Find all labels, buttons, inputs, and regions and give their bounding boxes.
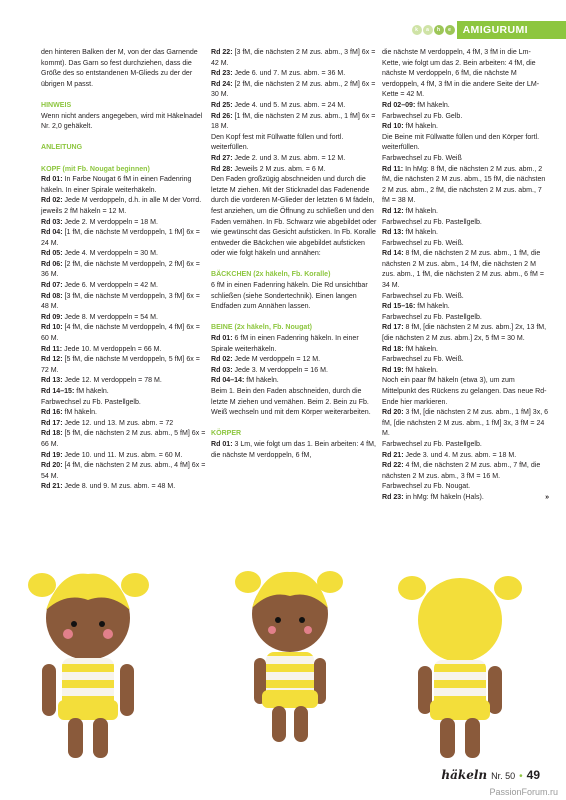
- instruction-row: [41, 218, 208, 229]
- instruction-row: [41, 451, 208, 462]
- row-text: [1 fM, die nächste M verdoppeln, 1 fM] 6x = 24 M.: [41, 229, 200, 247]
- cheeks-title: BÄCKCHEN (2x häkeln, Fb. Koralle): [211, 271, 331, 279]
- instruction-row: [382, 112, 549, 123]
- header-dot: e: [445, 25, 455, 35]
- row-label: Rd 12:: [382, 207, 404, 215]
- doll-photos: [0, 560, 566, 770]
- row-label: Rd 14–15:: [41, 388, 75, 395]
- instruction-row: [41, 281, 208, 292]
- row-text: Jede 2. M verdoppeln = 18 M.: [62, 218, 158, 226]
- row-label: Rd 09:: [41, 313, 63, 321]
- instruction-row: [211, 154, 378, 165]
- row-label: Rd 11:: [41, 345, 63, 353]
- row-text: Jede 12. und 13. M zus. abm. = 72: [62, 419, 174, 427]
- instruction-row: [382, 376, 549, 408]
- row-label: Rd 18:: [41, 430, 63, 438]
- row-text: fM häkeln.: [62, 409, 98, 417]
- row-text: fM häkeln.: [403, 345, 439, 353]
- instruction-row: [211, 48, 378, 69]
- instruction-row: [211, 366, 378, 377]
- row-text: [3 fM, die nächste M verdoppeln, 3 fM] 6x = 48 M.: [41, 292, 200, 311]
- instruction-row: [41, 408, 208, 419]
- row-label: Rd 05:: [41, 250, 63, 258]
- instruction-row: [41, 228, 208, 249]
- row-text: Jede 10. und 11. M zus. abm. = 60 M.: [62, 451, 183, 459]
- instruction-row: [382, 461, 549, 482]
- instruction-row: [41, 175, 208, 196]
- row-label: Rd 26:: [211, 112, 233, 120]
- header-dot: h: [434, 25, 444, 35]
- header-dot: a: [423, 25, 433, 35]
- row-text: In hMg: 8 fM, die nächsten 2 M zus. abm., 2 fM, die nächsten 2 M zus. abm., 15 fM, die nächsten 2 M zus. abm., 2 fM, die nächsten 2 M zus. abm., 7 fM = 38 M.: [382, 165, 546, 205]
- instruction-row: [41, 398, 208, 409]
- continue-arrow: »: [545, 493, 549, 501]
- body-title: KÖRPER: [211, 430, 242, 438]
- finish-text: Den Faden großzügig abschneiden und durch die letzte M ziehen. Mit der Sticknadel das Fadenende durch die vorderen M-Glieder der letzten 6 M fädeln, fest anziehen, um die Öffnung zu schließen und den Faden vernähen. In Fb. Schwarz wie abgebildet oder wie gewünscht das Gesicht aufsticken. In Fb. Koralle entweder die Bäckchen wie abgebildet aufsticken oder wie folgt häkeln und annähen:: [211, 176, 377, 258]
- instruction-row: [382, 228, 549, 239]
- row-text: [3 fM, die nächsten 2 M zus. abm., 3 fM] 6x = 42 M.: [211, 49, 376, 67]
- row-text: fM häkeln.: [74, 388, 109, 395]
- row-text: Jede 3. und 4. M zus. abm. = 18 M.: [403, 451, 517, 459]
- column-3: [382, 48, 549, 504]
- body-rows: [382, 48, 549, 504]
- instruction-row: [41, 429, 208, 450]
- row-text: 3 Lm, wie folgt um das 1. Bein arbeiten: 4 fM, die nächste M verdoppeln, 6 fM,: [211, 440, 376, 459]
- instruction-row: [382, 207, 549, 218]
- column-2: [211, 48, 378, 461]
- row-label: Rd 21:: [382, 451, 404, 459]
- row-label: Rd 03:: [211, 366, 233, 374]
- row-label: Rd 14:: [382, 250, 404, 258]
- row-label: Rd 02:: [211, 356, 233, 364]
- row-text: fM häkeln.: [403, 207, 439, 215]
- row-label: Rd 24:: [211, 80, 233, 88]
- instruction-row: [41, 376, 208, 387]
- instruction-row: [382, 48, 549, 101]
- header-dots: [412, 25, 455, 35]
- instruction-row: [382, 154, 549, 165]
- row-text: Jede M verdoppeln, d.h. in alle M der Vorrd. jeweils 2 fM häkeln = 12 M.: [41, 197, 202, 215]
- row-text: fM häkeln.: [244, 377, 279, 385]
- instruction-row: [41, 345, 208, 356]
- instruction-row: [211, 80, 378, 101]
- row-text: Farbwechsel zu Fb. Weiß.: [382, 292, 464, 300]
- row-text: Farbwechsel zu Fb. Pastellgelb.: [382, 313, 482, 321]
- row-label: Rd 22:: [382, 462, 404, 470]
- legs-rows: [211, 334, 378, 387]
- instruction-row: [382, 101, 549, 112]
- row-text: Farbwechsel zu Fb. Pastellgelb.: [382, 440, 482, 448]
- row-text: Jede 4. M verdoppeln = 30 M.: [62, 250, 158, 258]
- row-text: 8 fM, [die nächsten 2 M zus. abm.] 2x, 13 fM, [die nächsten 2 M zus. abm.] 2x, 5 fM = 30 M.: [382, 324, 547, 343]
- row-text: Farbwechsel zu Fb. Weiß.: [382, 239, 464, 247]
- row-text: Jede 4. und 5. M zus. abm. = 24 M.: [232, 101, 346, 109]
- watermark: PassionForum.ru: [489, 787, 558, 797]
- instruction-row: [382, 482, 549, 493]
- row-label: Rd 20:: [382, 409, 404, 417]
- row-label: Rd 20:: [41, 462, 63, 470]
- row-text: Noch ein paar fM häkeln (etwa 3), um zum Mittelpunkt des Rückens zu gelangen. Das neue Rd-Ende hier markieren.: [382, 377, 547, 406]
- row-label: Rd 28:: [211, 165, 233, 173]
- row-text: fM häkeln.: [415, 303, 450, 311]
- instruction-row: [41, 292, 208, 313]
- instruction-row: [41, 196, 208, 217]
- row-label: Rd 03:: [41, 218, 63, 226]
- section-header: [412, 21, 566, 39]
- row-label: Rd 01:: [211, 440, 233, 448]
- row-label: Rd 08:: [41, 292, 63, 300]
- row-text: 6 fM in einen Fadenring häkeln. In einer Spirale weiterhäkeln.: [211, 335, 359, 353]
- row-label: Rd 02:: [41, 197, 63, 205]
- row-text: Jede 8. und 9. M zus. abm. = 48 M.: [62, 483, 176, 491]
- row-label: Rd 10:: [41, 324, 63, 332]
- instruction-row: [211, 376, 378, 387]
- instruction-row: [41, 482, 208, 493]
- legs-title: BEINE (2x häkeln, Fb. Nougat): [211, 324, 313, 332]
- head-title: KOPF (mit Fb. Nougat beginnen): [41, 165, 150, 173]
- row-text: [5 fM, die nächsten 2 M zus. abm., 5 fM] 6x = 66 M.: [41, 430, 206, 448]
- row-label: Rd 22:: [211, 49, 233, 56]
- instruction-row: [41, 461, 208, 482]
- row-label: Rd 06:: [41, 260, 63, 268]
- row-label: Rd 12:: [41, 356, 63, 364]
- row-text: [4 fM, die nächste M verdoppeln, 4 fM] 6x = 60 M.: [41, 324, 200, 343]
- row-text: Jede 3. M verdoppeln = 16 M.: [232, 366, 328, 374]
- instruction-row: [211, 101, 378, 112]
- row-text: Farbwechsel zu Fb. Nougat.: [382, 483, 471, 491]
- row-text: Farbwechsel zu Fb. Weiß.: [382, 356, 464, 364]
- legs-text: Beim 1. Bein den Faden abschneiden, durch die letzte M ziehen und vernähen. Beim 2. Bein zu Fb. Weiß wechseln und mit dem Körper weiterarbeiten.: [211, 388, 371, 417]
- instruction-row: [41, 260, 208, 281]
- instruction-row: [41, 355, 208, 376]
- magazine-logo: häkeln: [441, 768, 488, 782]
- row-label: Rd 01:: [211, 335, 233, 343]
- row-text: Jede 6. M verdoppeln = 42 M.: [62, 282, 158, 290]
- row-label: Rd 11:: [382, 165, 404, 173]
- row-text: [2 fM, die nächste M verdoppeln, 2 fM] 6x = 36 M.: [41, 260, 200, 279]
- row-text: Jede M verdoppeln = 12 M.: [232, 356, 321, 364]
- doll-front-photo: [28, 573, 149, 758]
- footer-bullet: •: [519, 771, 523, 782]
- instruction-row: [382, 313, 549, 324]
- row-label: Rd 15–16:: [382, 303, 416, 311]
- row-label: Rd 25:: [211, 101, 233, 109]
- row-label: Rd 23:: [382, 493, 404, 501]
- row-text: in hMg: fM häkeln (Hals).: [403, 493, 484, 501]
- instruction-row: [382, 133, 549, 154]
- page-number: 49: [526, 768, 540, 782]
- row-text: Jede 12. M verdoppeln = 78 M.: [62, 377, 162, 385]
- row-label: Rd 17:: [41, 419, 63, 427]
- instruction-row: [382, 408, 549, 440]
- head-rows-continued: [211, 48, 378, 175]
- instruction-row: [382, 345, 549, 356]
- row-text: Jede 10. M verdoppeln = 66 M.: [62, 345, 162, 353]
- instructions-title: ANLEITUNG: [41, 144, 83, 152]
- row-label: Rd 02–09:: [382, 101, 416, 109]
- instruction-row: [382, 239, 549, 250]
- cheeks-text: 6 fM in einen Fadenring häkeln. Die Rd unsichtbar schließen (siehe Sondertechnik). Einen langen Endfaden zum Annähen lassen.: [211, 282, 368, 311]
- row-text: fM häkeln.: [415, 101, 450, 109]
- row-text: Farbwechsel zu Fb. Pastellgelb.: [41, 398, 141, 406]
- intro-text: den hinteren Balken der M, von der das Garnende kommt). Das Garn so fest durchziehen, dass die Größe des so entstandenen M-Glieds zu der der übrigen M passt.: [41, 49, 198, 88]
- row-label: Rd 01:: [41, 176, 63, 184]
- instruction-row: [382, 440, 549, 451]
- row-label: Rd 07:: [41, 282, 63, 290]
- row-text: [1 fM, die nächsten 2 M zus. abm., 1 fM] 6x = 18 M.: [211, 112, 376, 131]
- instruction-row: [211, 112, 378, 133]
- instruction-row: [382, 218, 549, 229]
- hint-title: HINWEIS: [41, 101, 72, 109]
- header-dot: k: [412, 25, 422, 35]
- instruction-row: [211, 334, 378, 355]
- row-text: Die Beine mit Füllwatte füllen und den Körper fortl. weiterfüllen.: [382, 133, 540, 152]
- row-text: Farbwechsel zu Fb. Gelb.: [382, 112, 463, 120]
- row-text: Farbwechsel zu Fb. Pastellgelb.: [382, 218, 482, 226]
- instruction-row: [382, 302, 549, 313]
- row-label: Rd 04–14:: [211, 377, 245, 385]
- row-label: Rd 18:: [382, 345, 404, 353]
- instruction-row: [41, 313, 208, 324]
- body-row: [211, 440, 378, 461]
- row-text: Jeweils 2 M zus. abm. = 6 M.: [232, 165, 326, 173]
- row-label: Rd 27:: [211, 154, 233, 162]
- row-text: [4 fM, die nächsten 2 M zus. abm., 4 fM] 6x = 54 M.: [41, 462, 206, 480]
- row-label: Rd 13:: [41, 377, 63, 385]
- row-text: fM häkeln.: [403, 229, 439, 237]
- instruction-row: [382, 366, 549, 377]
- instruction-row: [41, 249, 208, 260]
- hint-text: Wenn nicht anders angegeben, wird mit Häkelnadel Nr. 2,0 gehäkelt.: [41, 112, 203, 131]
- row-text: fM häkeln.: [403, 123, 439, 131]
- row-text: 4 fM, die nächsten 2 M zus. abm., 7 fM, die nächsten 2 M zus. abm., 3 fM = 16 M.: [382, 462, 541, 480]
- row-text: [2 fM, die nächsten 2 M zus. abm., 2 fM] 6x = 30 M.: [211, 80, 376, 99]
- head-rows: [41, 175, 208, 493]
- row-text: Den Kopf fest mit Füllwatte füllen und fortl. weiterfüllen.: [211, 133, 344, 152]
- instruction-row: [382, 122, 549, 133]
- row-text: Jede 6. und 7. M zus. abm. = 36 M.: [232, 70, 346, 78]
- issue-number: Nr. 50: [491, 771, 516, 781]
- instruction-row: [211, 69, 378, 80]
- row-text: 8 fM, die nächsten 2 M zus. abm., 1 fM, die nächsten 2 M zus. abm., 14 fM, die nächsten 2 M zus. abm., 1 fM, die nächsten 2 M zus. abm., 6 fM = 34 M.: [382, 250, 544, 290]
- row-label: Rd 10:: [382, 123, 404, 131]
- row-text: Jede 8. M verdoppeln = 54 M.: [62, 313, 158, 321]
- instruction-row: [382, 323, 549, 344]
- instruction-row: [382, 165, 549, 207]
- row-text: [5 fM, die nächste M verdoppeln, 5 fM] 6x = 72 M.: [41, 356, 200, 374]
- instruction-row: [41, 419, 208, 430]
- instruction-row: [211, 355, 378, 366]
- row-label: Rd 16:: [41, 409, 63, 417]
- doll-side-photo: [235, 571, 343, 742]
- row-label: Rd 21:: [41, 483, 63, 491]
- row-text: Farbwechsel zu Fb. Weiß: [382, 154, 462, 162]
- doll-back-photo: [398, 576, 522, 758]
- instruction-row: [211, 133, 378, 154]
- row-label: Rd 19:: [382, 366, 404, 374]
- page-footer: [441, 768, 540, 782]
- row-text: 3 fM, [die nächsten 2 M zus. abm., 1 fM] 3x, 6 fM, [die nächsten 2 M zus. abm., 1 fM] 3x, 3 fM = 24 M.: [382, 409, 549, 438]
- row-label: Rd 04:: [41, 229, 63, 237]
- row-text: In Farbe Nougat 6 fM in einen Fadenring häkeln. In einer Spirale weiterhäkeln.: [41, 176, 192, 194]
- row-label: Rd 19:: [41, 451, 63, 459]
- instruction-row: [41, 323, 208, 344]
- row-text: die nächste M verdoppeln, 4 fM, 3 fM in die Lm-Kette, wie folgt um das 2. Bein arbeiten: 4 fM, die nächste M verdoppeln, 6 fM, die nächste M verdoppeln, 4 fM, 3 fM in die andere Seite der LM-Kette = 42 M.: [382, 49, 540, 99]
- instruction-row: [41, 387, 208, 398]
- row-text: Jede 2. und 3. M zus. abm. = 12 M.: [232, 154, 346, 162]
- row-label: Rd 17:: [382, 324, 404, 332]
- instruction-row: [382, 355, 549, 366]
- instruction-row: [211, 165, 378, 176]
- column-1: [41, 48, 208, 493]
- instruction-row: [382, 451, 549, 462]
- instruction-row: [382, 249, 549, 291]
- section-tag: AMIGURUMI: [457, 21, 566, 39]
- row-label: Rd 13:: [382, 229, 404, 237]
- row-label: Rd 23:: [211, 70, 233, 78]
- row-text: fM häkeln.: [403, 366, 439, 374]
- instruction-row: [382, 292, 549, 303]
